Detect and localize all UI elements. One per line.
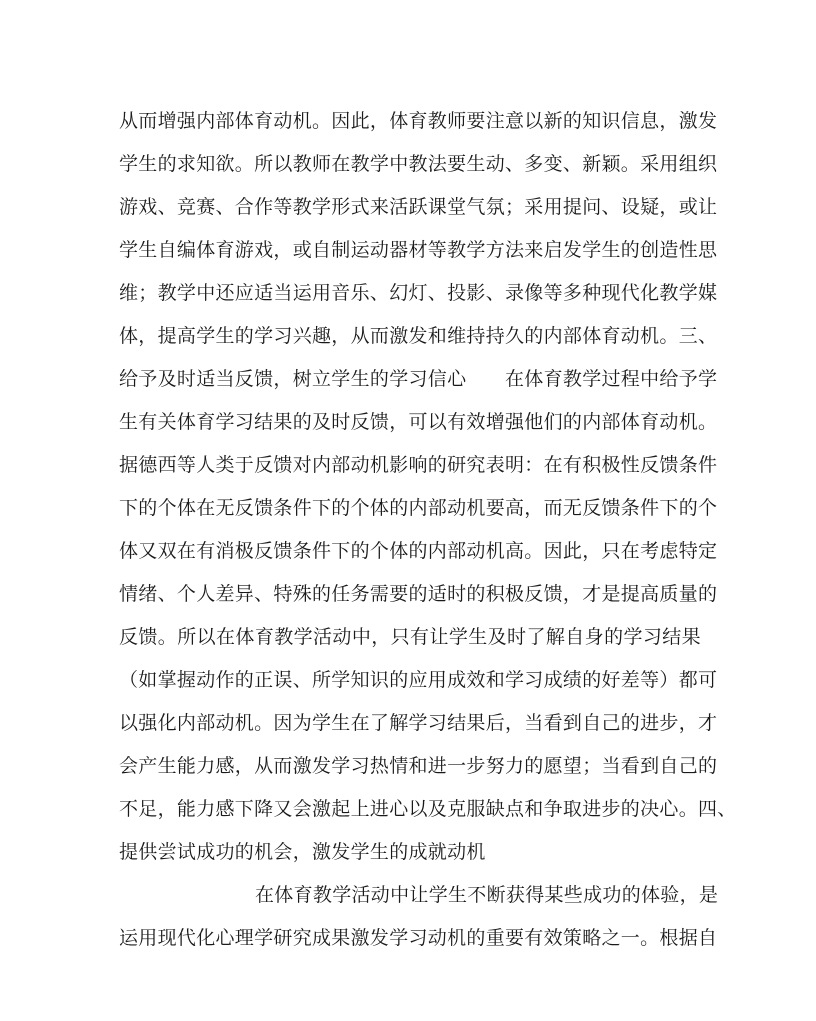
text-line-8: 生有关体育学习结果的及时反馈，可以有效增强他们的内部体育动机。 — [119, 411, 718, 433]
text-line-19: 在体育教学活动中让学生不断获得某些成功的体验，是 — [255, 884, 719, 906]
text-line-15: 以强化内部动机。因为学生在了解学习结果后，当看到自己的进步，才 — [119, 712, 718, 734]
text-line-2: 学生的求知欲。所以教师在教学中教法要生动、多变、新颖。采用组织 — [119, 153, 718, 175]
text-line-18: 提供尝试成功的机会，激发学生的成就动机 — [119, 841, 486, 863]
text-line-3: 游戏、竞赛、合作等教学形式来活跃课堂气氛；采用提问、设疑，或让 — [119, 196, 718, 218]
text-line-5: 维；教学中还应适当运用音乐、幻灯、投影、录像等多种现代化教学媒 — [119, 282, 718, 304]
text-line-1: 从而增强内部体育动机。因此，体育教师要注意以新的知识信息，激发 — [119, 110, 718, 132]
text-line-11: 体又双在有消极反馈条件下的个体的内部动机高。因此，只在考虑特定 — [119, 540, 718, 562]
text-line-4: 学生自编体育游戏，或自制运动器材等教学方法来启发学生的创造性思 — [119, 239, 718, 261]
text-line-9: 据德西等人类于反馈对内部动机影响的研究表明：在有积极性反馈条件 — [119, 454, 718, 476]
text-line-14: （如掌握动作的正误、所学知识的应用成效和学习成绩的好差等）都可 — [119, 669, 718, 691]
text-line-6: 体，提高学生的学习兴趣，从而激发和维持持久的内部体育动机。三、 — [119, 325, 718, 347]
text-line-13: 反馈。所以在体育教学活动中，只有让学生及时了解自身的学习结果 — [119, 626, 701, 648]
text-line-10: 下的个体在无反馈条件下的个体的内部动机要高，而无反馈条件下的个 — [119, 497, 718, 519]
text-line-20: 运用现代化心理学研究成果激发学习动机的重要有效策略之一。根据自 — [119, 927, 718, 949]
text-line-16: 会产生能力感，从而激发学习热情和进一步努力的愿望；当看到自己的 — [119, 755, 718, 777]
text-line-7: 给予及时适当反馈，树立学生的学习信心 在体育教学过程中给予学 — [119, 368, 718, 390]
text-line-17: 不足，能力感下降又会激起上进心以及克服缺点和争取进步的决心。四、 — [119, 798, 737, 820]
text-line-12: 情绪、个人差异、特殊的任务需要的适时的积极反馈，才是提高质量的 — [119, 583, 718, 605]
